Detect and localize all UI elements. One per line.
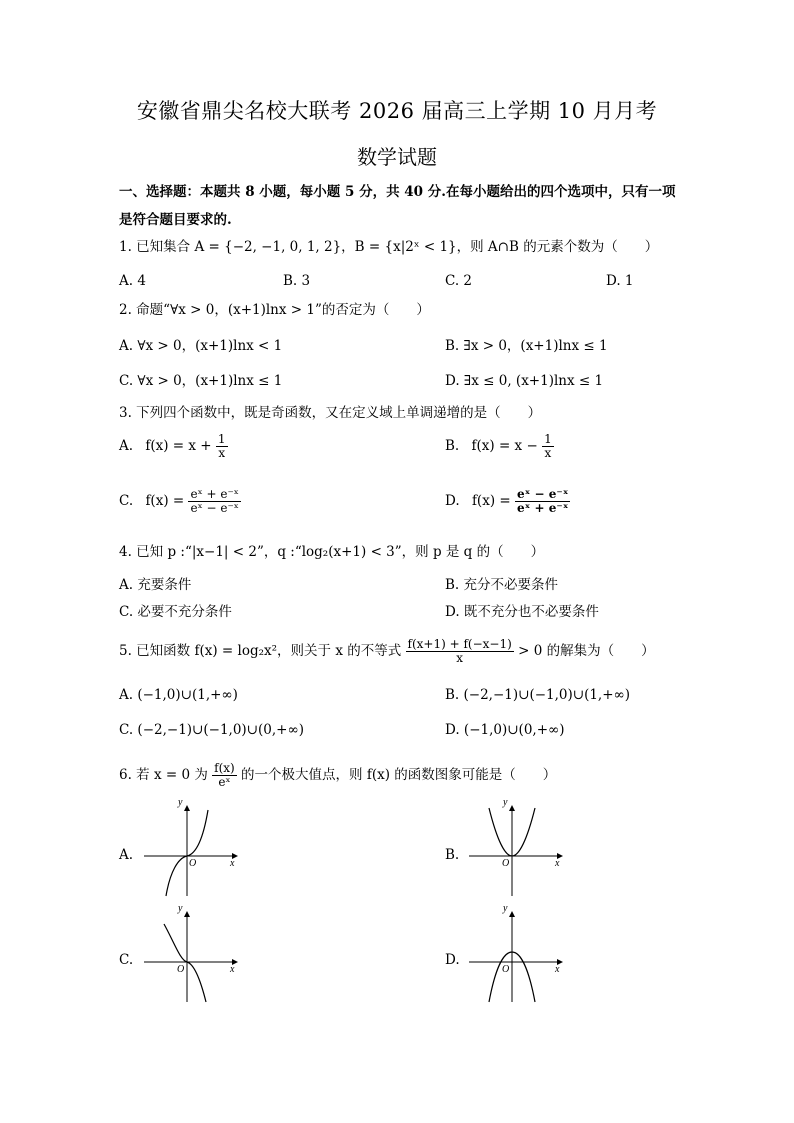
graph-option-c [140, 906, 250, 1006]
q3-d-den: eˣ + e⁻ˣ [516, 501, 569, 515]
question-4-stem: 4. 已知 p :“|x−1| < 2”，q :“log₂(x+1) < 3”，则 p 是 q 的（ ） [119, 544, 545, 560]
q2-option-a: A. ∀x > 0，(x+1)lnx < 1 [119, 338, 283, 354]
q1-option-a: A. 4 [119, 273, 146, 289]
q6-option-d: D. [445, 952, 460, 968]
graph-b-y-arrow [509, 805, 515, 811]
question-3-stem: 3. 下列四个函数中，既是奇函数，又在定义域上单调递增的是（ ） [119, 405, 542, 421]
q3-option-d [445, 488, 570, 515]
q5-option-b: B. (−2,−1)∪(−1,0)∪(1,+∞) [445, 687, 631, 703]
q5-option-a: A. (−1,0)∪(1,+∞) [119, 687, 238, 703]
q3-option-c [119, 488, 241, 515]
q5-fraction [406, 638, 514, 665]
q3-a-fraction [216, 433, 228, 460]
graph-option-b [465, 800, 575, 900]
q6-option-c: C. [119, 952, 134, 968]
q6-stem-a: 6. 若 x = 0 为 [119, 767, 208, 783]
graph-b-y-label: y [503, 800, 508, 808]
q6-den: eˣ [218, 775, 231, 789]
q3-c-den: eˣ − e⁻ˣ [190, 501, 239, 515]
q3-d-fraction [515, 488, 570, 515]
q5-stem-b: > 0 的解集为（ ） [518, 643, 655, 659]
q3-b-den: x [544, 446, 552, 460]
question-5-stem [119, 632, 655, 670]
q3-option-a-label: A. [119, 438, 134, 454]
q3-b-lhs: f(x) = x − [471, 438, 538, 454]
graph-c-origin-label: O [177, 964, 185, 975]
q3-option-d-label: D. [445, 493, 460, 509]
graph-d-y-label: y [503, 906, 508, 914]
graph-b-x-label: x [555, 858, 560, 869]
q3-b-num: 1 [544, 432, 552, 446]
graph-d-y-arrow [509, 911, 515, 917]
q2-option-b: B. ∃x > 0，(x+1)lnx ≤ 1 [445, 338, 608, 354]
graph-a-x-label: x [230, 858, 235, 869]
q3-c-lhs: f(x) = [145, 493, 185, 509]
q3-a-lhs: f(x) = x + [145, 438, 212, 454]
graph-a-y-arrow [184, 805, 190, 811]
q3-c-num: eˣ + e⁻ˣ [190, 487, 239, 501]
q6-stem-b: 的一个极大值点，则 f(x) 的函数图象可能是（ ） [241, 767, 557, 783]
graph-c-y-arrow [184, 911, 190, 917]
graph-a-y-label: y [178, 800, 183, 808]
graph-a-origin-label: O [189, 858, 197, 869]
q1-option-d: D. 1 [606, 273, 634, 289]
q6-option-a: A. [119, 847, 134, 863]
graph-b-origin-label: O [502, 858, 510, 869]
q4-option-d: D. 既不充分也不必要条件 [445, 604, 599, 620]
q3-option-a [119, 433, 228, 460]
q3-option-c-label: C. [119, 493, 134, 509]
q6-num: f(x) [214, 761, 235, 775]
q3-c-fraction [188, 488, 240, 515]
section-heading: 一、选择题：本题共 8 小题，每小题 5 分，共 40 分.在每小题给出的四个选项中，只有一项是符合题目要求的. [119, 184, 676, 228]
q1-option-c: C. 2 [445, 273, 473, 289]
q4-option-a: A. 充要条件 [119, 577, 192, 593]
q3-a-den: x [218, 446, 226, 460]
exam-subtitle: 数学试题 [357, 145, 437, 169]
q5-den: x [456, 651, 464, 665]
exam-title: 安徽省鼎尖名校大联考 2026 届高三上学期 10 月月考 [136, 99, 658, 123]
q5-stem-a: 5. 已知函数 f(x) = log₂x²，则关于 x 的不等式 [119, 643, 402, 659]
graph-c-x-label: x [230, 964, 235, 975]
question-2-stem: 2. 命题“∀x > 0，(x+1)lnx > 1”的否定为（ ） [119, 302, 430, 318]
q3-option-b-label: B. [445, 438, 460, 454]
graph-c-curve [164, 924, 206, 1002]
q3-option-b [445, 433, 554, 460]
q4-option-c: C. 必要不充分条件 [119, 604, 232, 620]
q3-d-lhs: f(x) = [471, 493, 511, 509]
q4-option-b: B. 充分不必要条件 [445, 577, 559, 593]
q5-option-d: D. (−1,0)∪(0,+∞) [445, 722, 565, 738]
question-1-stem: 1. 已知集合 A = {−2, −1, 0, 1, 2}，B = {x|2ˣ < 1}，则 A∩B 的元素个数为（ ） [119, 239, 659, 255]
graph-d-x-label: x [555, 964, 560, 975]
q3-b-fraction [542, 433, 554, 460]
q2-option-c: C. ∀x > 0，(x+1)lnx ≤ 1 [119, 373, 283, 389]
q6-option-b: B. [445, 847, 460, 863]
q3-a-num: 1 [217, 432, 226, 446]
graph-d-origin-label: O [502, 964, 510, 975]
question-6-stem [119, 756, 556, 794]
graph-option-d [465, 906, 575, 1006]
q5-option-c: C. (−2,−1)∪(−1,0)∪(0,+∞) [119, 722, 304, 738]
q5-num: f(x+1) + f(−x−1) [407, 637, 512, 651]
q6-fraction [212, 762, 237, 789]
graph-c-y-label: y [178, 906, 183, 914]
q1-option-b: B. 3 [283, 273, 311, 289]
q2-option-d: D. ∃x ≤ 0, (x+1)lnx ≤ 1 [445, 373, 604, 389]
q3-d-num: eˣ − e⁻ˣ [516, 487, 569, 501]
graph-option-a [140, 800, 250, 900]
